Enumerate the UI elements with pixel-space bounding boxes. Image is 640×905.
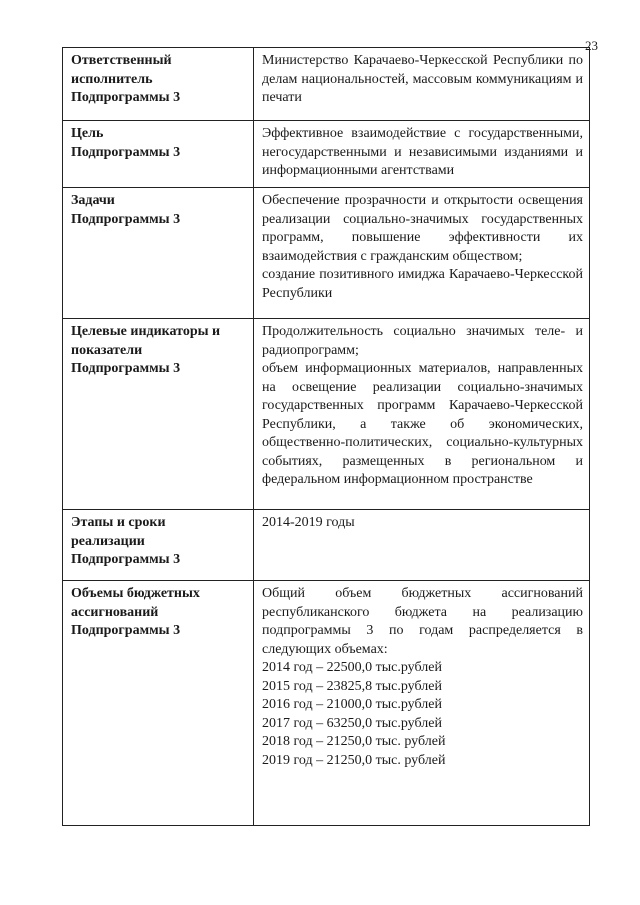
row-value-text: объем информационных материалов, направленных на освещение реализации социально-значимых государственных программ Карачаево-Черкесской Республики, а также об экономических, общественно-политических, социально-культурных событиях, размещенных в региональном и федеральном информационном пространстве <box>262 361 583 487</box>
page-number: 23 <box>585 38 598 53</box>
table-row-responsible-executor <box>63 48 590 121</box>
row-value-text: Общий объем бюджетных ассигнований республиканского бюджета на реализацию подпрограммы 3 по годам распределяется в следующих объемах: <box>262 586 583 657</box>
budget-amount-line: 2019 год – 21250,0 тыс. рублей <box>262 752 446 768</box>
row-value-cell <box>254 48 590 121</box>
row-label-line: показатели <box>71 342 143 358</box>
row-label-cell <box>63 188 254 319</box>
row-label-line: Целевые индикаторы и <box>71 324 221 339</box>
table-row-goal <box>63 121 590 188</box>
row-label-cell <box>63 121 254 188</box>
row-label-line: исполнитель <box>71 71 153 87</box>
row-label-cell <box>63 510 254 581</box>
row-label-line: Ответственный <box>71 53 172 68</box>
budget-amount-line: 2014 год – 22500,0 тыс.рублей <box>262 660 442 675</box>
row-label-cell <box>63 319 254 510</box>
budget-amount-line: 2015 год – 23825,8 тыс.рублей <box>262 678 442 694</box>
table-row-stages-and-terms <box>63 510 590 581</box>
row-label-line: Подпрограммы 3 <box>71 623 181 638</box>
row-label-line: Этапы и сроки <box>71 515 166 530</box>
row-value-text: 2014-2019 годы <box>262 515 355 530</box>
row-value-cell <box>254 188 590 319</box>
row-label-line: реализации <box>71 533 145 549</box>
row-label-line: Подпрограммы 3 <box>71 90 181 105</box>
row-label-line: Подпрограммы 3 <box>71 144 181 160</box>
row-label-line: Задачи <box>71 193 115 208</box>
row-value-cell <box>254 510 590 581</box>
row-label-line: Подпрограммы 3 <box>71 211 181 227</box>
row-label-line: Подпрограммы 3 <box>71 361 181 376</box>
table-row-target-indicators <box>63 319 590 510</box>
row-label-line: ассигнований <box>71 604 159 620</box>
row-value-text: Министерство Карачаево-Черкесской Республики по делам национальностей, массовым коммуникациям и печати <box>262 53 583 105</box>
row-label-line: Подпрограммы 3 <box>71 552 181 567</box>
row-value-text: Обеспечение прозрачности и открытости освещения реализации социально-значимых государственных программ, повышение эффективности их взаимодействия с гражданским обществом; <box>262 193 583 264</box>
table-row-budget-allocations <box>63 581 590 826</box>
row-label-line: Цель <box>71 126 104 141</box>
table-row-tasks <box>63 188 590 319</box>
row-label-cell <box>63 581 254 826</box>
budget-amount-line: 2018 год – 21250,0 тыс. рублей <box>262 734 446 749</box>
row-value-cell <box>254 319 590 510</box>
row-label-line: Объемы бюджетных <box>71 586 200 601</box>
row-value-text: Эффективное взаимодействие с государственными, негосударственными и независимыми изданиями и информационными агентствами <box>262 126 583 178</box>
row-value-text: Продолжительность социально значимых теле- и радиопрограмм; <box>262 324 583 358</box>
row-value-cell <box>254 121 590 188</box>
subprogram-passport-table <box>62 47 590 826</box>
row-value-text: создание позитивного имиджа Карачаево-Черкесской Республики <box>262 267 583 301</box>
budget-amount-line: 2016 год – 21000,0 тыс.рублей <box>262 697 442 712</box>
row-value-cell <box>254 581 590 826</box>
budget-amount-line: 2017 год – 63250,0 тыс.рублей <box>262 715 442 731</box>
row-label-cell <box>63 48 254 121</box>
